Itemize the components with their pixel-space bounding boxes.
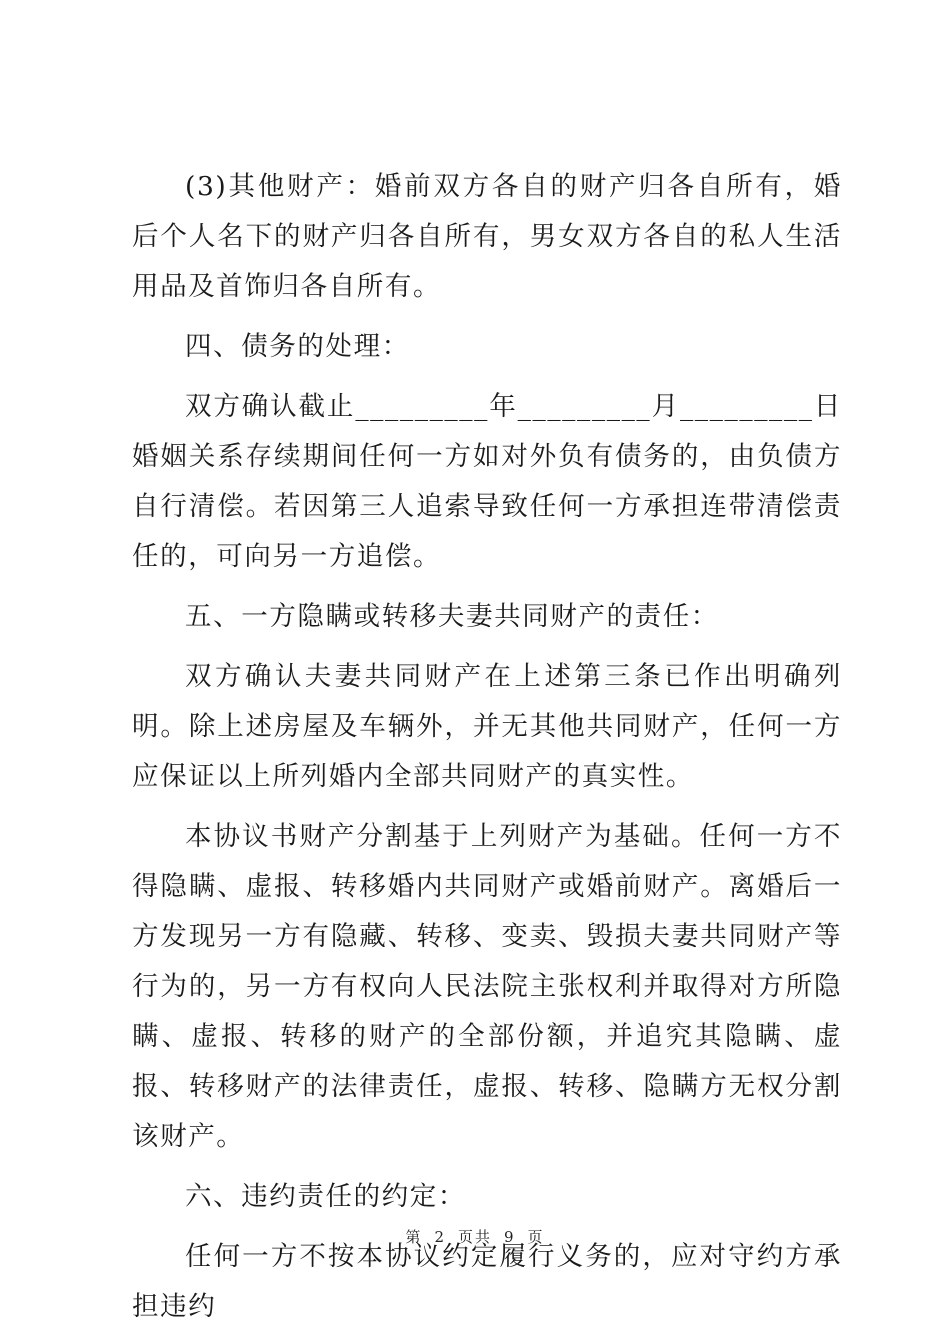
page-footer (0, 1226, 950, 1247)
paragraph-breach-obligation: 任何一方不按本协议约定履行义务的，应对守约方承担违约 (132, 1241, 842, 1322)
heading-breach-liability: 六、违约责任的约定： (185, 1181, 466, 1212)
footer-page-middle: 页共 (457, 1228, 492, 1246)
document-body (132, 162, 842, 1332)
heading-concealment-liability: 五、一方隐瞒或转移夫妻共同财产的责任： (185, 601, 719, 632)
footer-total-pages: 9 (504, 1228, 516, 1246)
footer-current-page: 2 (434, 1228, 446, 1246)
heading-debt-handling: 四、债务的处理： (185, 331, 410, 362)
footer-page-suffix: 页 (527, 1228, 545, 1246)
paragraph-property-division-basis: 本协议书财产分割基于上列财产为基础。任何一方不得隐瞒、虚报、转移婚内共同财产或婚前财产。离婚后一方发现另一方有隐藏、转移、变卖、毁损夫妻共同财产等行为的，另一方有权向人民法院主张权利并取得对方所隐瞒、虚报、转移的财产的全部份额，并追究其隐瞒、虚报、转移财产的法律责任，虚报、转移、隐瞒方无权分割该财产。 (132, 821, 842, 1152)
paragraph-joint-property-confirmation: 双方确认夫妻共同财产在上述第三条已作出明确列明。除上述房屋及车辆外，并无其他共同财产，任何一方应保证以上所列婚内全部共同财产的真实性。 (132, 661, 842, 792)
paragraph-debt-confirmation: 双方确认截止_________年_________月_________日婚姻关系存续期间任何一方如对外负有债务的，由负债方自行清偿。若因第三人追索导致任何一方承担连带清偿责任的，可向另一方追偿。 (132, 391, 842, 572)
footer-page-prefix: 第 (405, 1228, 423, 1246)
paragraph-other-property: (3)其他财产：婚前双方各自的财产归各自所有，婚后个人名下的财产归各自所有，男女双方各自的私人生活用品及首饰归各自所有。 (132, 171, 842, 302)
